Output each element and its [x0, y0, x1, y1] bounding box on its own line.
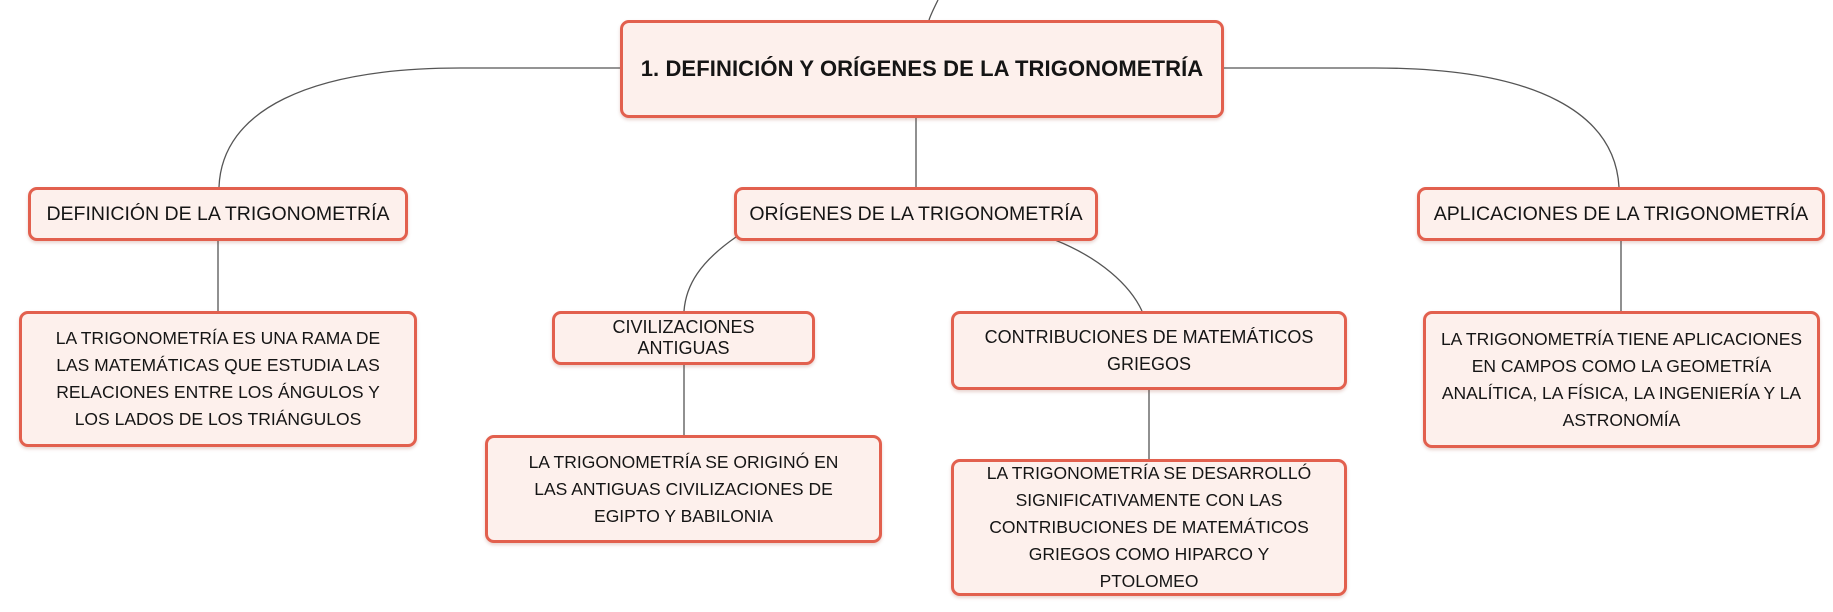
topic-applications-node[interactable]: [1417, 187, 1825, 241]
connector-origins-to-ancient: [684, 237, 736, 311]
ancient-text: LA TRIGONOMETRÍA SE ORIGINÓ EN LAS ANTIGUAS CIVILIZACIONES DE EGIPTO Y BABILONIA: [528, 451, 839, 526]
topic-origins-node[interactable]: [734, 187, 1098, 241]
root-node[interactable]: [620, 20, 1224, 118]
connector-origins-to-greek: [1055, 240, 1142, 311]
topic-definition-label: DEFINICIÓN DE LA TRIGONOMETRÍA: [46, 202, 390, 225]
ancient-text-node[interactable]: [485, 435, 882, 543]
topic-origins-label: ORÍGENES DE LA TRIGONOMETRÍA: [749, 202, 1083, 225]
topic-definition-node[interactable]: [28, 187, 408, 241]
applications-text: LA TRIGONOMETRÍA TIENE APLICACIONES EN CAMPOS COMO LA GEOMETRÍA ANALÍTICA, LA FÍSICA, LA INGENIERÍA Y LA ASTRONOMÍA: [1440, 328, 1803, 430]
definition-text: LA TRIGONOMETRÍA ES UNA RAMA DE LAS MATEMÁTICAS QUE ESTUDIA LAS RELACIONES ENTRE LOS ÁNGULOS Y LOS LADOS DE LOS TRIÁNGULOS: [55, 328, 381, 429]
ancient-civilizations-label: CIVILIZACIONES ANTIGUAS: [612, 317, 755, 358]
greek-contributions-node[interactable]: [951, 311, 1347, 390]
definition-text-node[interactable]: [19, 311, 417, 447]
greek-text-node[interactable]: [951, 459, 1347, 596]
connector-parent-to-root: [929, 0, 938, 20]
greek-contributions-label: CONTRIBUCIONES DE MATEMÁTICOS GRIEGOS: [984, 326, 1314, 374]
ancient-civilizations-node[interactable]: [552, 311, 815, 365]
root-node-label: 1. DEFINICIÓN Y ORÍGENES DE LA TRIGONOMETRÍA: [640, 56, 1204, 81]
applications-text-node[interactable]: [1423, 311, 1820, 448]
greek-text: LA TRIGONOMETRÍA SE DESARROLLÓ SIGNIFICATIVAMENTE CON LAS CONTRIBUCIONES DE MATEMÁTICOS GRIEGOS COMO HIPARCO Y PTOLOMEO: [986, 463, 1312, 591]
topic-applications-label: APLICACIONES DE LA TRIGONOMETRÍA: [1433, 202, 1809, 225]
connector-root-to-definition: [219, 68, 620, 187]
connector-root-to-applications: [1224, 68, 1619, 187]
